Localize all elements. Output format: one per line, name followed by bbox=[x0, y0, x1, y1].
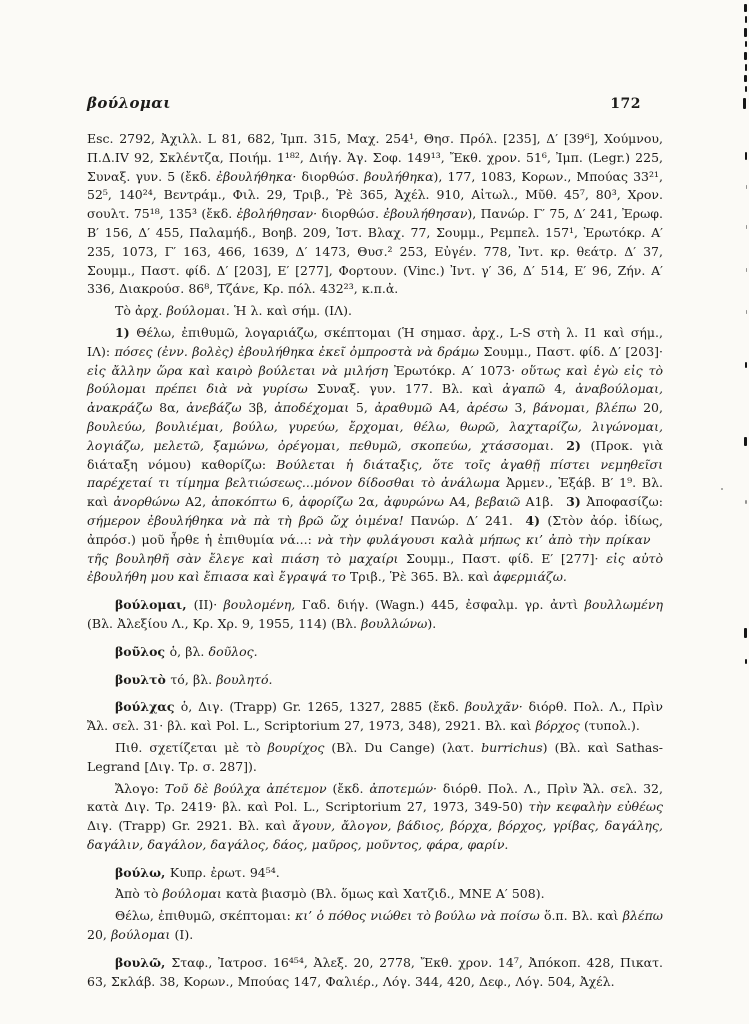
page-number: 172 bbox=[610, 96, 641, 112]
scan-artifact bbox=[744, 4, 747, 12]
note-boulchas-etymology: Πιθ. σχετίζεται μὲ τὸ βουρίχος (Βλ. Du Cange) (λατ. burrichus) (Βλ. καὶ Sathas-Legrand [Διγ. Τρ. σ. 287]). bbox=[87, 739, 663, 774]
scan-artifact bbox=[745, 41, 747, 47]
scan-artifact bbox=[745, 86, 747, 92]
entry-boulomai-2: βούλομαι, (ΙΙ)· βουλομένη, Γαδ. διήγ. (Wagn.) 445, ἐσφαλμ. γρ. ἀντὶ βουλλωμένη (Βλ. Ἀλεξίου Λ., Κρ. Χρ. 9, 1955, 114) (Βλ. βουλλώνω). bbox=[87, 597, 663, 631]
running-title: βούλομαι bbox=[87, 94, 171, 112]
scan-artifact bbox=[746, 225, 747, 229]
body-text bbox=[87, 130, 663, 991]
scan-artifact bbox=[745, 362, 747, 368]
entry-boulos: βοῦλος ὁ, βλ. δοῦλος. bbox=[115, 643, 258, 659]
scan-artifact bbox=[746, 185, 747, 189]
entry-boulw: βουλῶ, Σταφ., Ἰατροσ. 16⁴⁵⁴, Ἀλεξ. 20, 2778, Ἔκθ. χρον. 14⁷, Ἀπόκοπ. 428, Πικατ. 63, Σκλάβ. 38, Κορων., Μπούας 147, Φαλιέρ., Λόγ. 344, 420, Δεφ., Λόγ. 504, Ἀχέλ. bbox=[87, 954, 663, 989]
scan-artifact bbox=[721, 488, 723, 490]
entry-boulo: βούλω, Κυπρ. ἐρωτ. 94⁵⁴. bbox=[115, 864, 280, 880]
scan-artifact bbox=[744, 628, 747, 638]
note-boulo-meaning: Θέλω, ἐπιθυμῶ, σκέπτομαι: κι’ ὁ πόθος νιώθει τὸ βούλω νὰ ποίσω ὅ.π. Βλ. καὶ βλέπω 20, βούλομαι (Ι). bbox=[87, 908, 663, 943]
scan-artifact bbox=[743, 98, 746, 109]
note-boulo-etymology: Ἀπὸ τὸ βούλομαι κατὰ βιασμὸ (Βλ. ὅμως καὶ Χατζιδ., ΜΝΕ Α′ 508). bbox=[115, 886, 545, 902]
continuation-citations-paragraph: Esc. 2792, Ἀχιλλ. L 81, 682, Ἰμπ. 315, Μαχ. 254¹, Θησ. Πρόλ. [235], Δ′ [39⁶], Χούμνου, Π.Δ.IV 92, Σκλέντζα, Ποιήμ. 1¹⁸², Διήγ. Ἁγ. Σοφ. 149¹³, Ἔκθ. χρον. 51⁶, Ἰμπ. (Legr.) 225, Συναξ. γυν. 5 (ἔκδ. ἐβουλήθηκα· διορθώσ. βουλήθηκα), 177, 1083, Κορων., Μπούας 33²¹, 52⁵, 140²⁴, Βεντράμ., Φιλ. 29, Τριβ., Ῥὲ 365, Ἀχέλ. 910, Αἰτωλ., Μῦθ. 45⁷, 80³, Χρον. σουλτ. 75¹⁸, 135³ (ἔκδ. ἐβολήθησαν· διορθώσ. ἐβουλήθησαν), Πανώρ. Γ′ 75, Δ′ 241, Ἐρωφ. Β′ 156, Δ′ 455, Παλαμήδ., Βοηβ. 209, Ἱστ. Βλαχ. 77, Σουμμ., Ρεμπελ. 157¹, Ἐρωτόκρ. Α′ 235, 1073, Γ′ 163, 466, 1639, Δ′ 1473, Θυσ.² 253, Εὐγέν. 778, Ἰντ. κρ. θεάτρ. Δ′ 37, Σουμμ., Παστ. φίδ. Δ′ [203], Ε′ [277], Φορτουν. (Vinc.) Ἰντ. γ′ 36, Δ′ 514, Ε′ 96, Ζήν. Α′ 336, Διακρούσ. 86⁸, Τζάνε, Κρ. πόλ. 432²³, κ.π.ἀ. bbox=[87, 131, 663, 297]
scan-artifact bbox=[745, 500, 747, 504]
senses-paragraph: 1) Θέλω, ἐπιθυμῶ, λογαριάζω, σκέπτομαι (Ἡ σημασ. ἀρχ., L-S στὴ λ. Ι1 καὶ σήμ., ΙΛ): πόσες (ἐνν. βολὲς) ἐβουλήθηκα ἐκεῖ ὀμπροστὰ νὰ δράμω Σουμμ., Παστ. φίδ. Δ′ [203]· εἰς ἄλλην ὥρα καὶ καιρὸ βούλεται νὰ μιλήση Ἐρωτόκρ. Α′ 1073· οὕτως καὶ ἐγὼ εἰς τὸ βούλομαι πρέπει διὰ νὰ γυρίσω Συναξ. γυν. 177. Βλ. καὶ ἀγαπῶ 4, ἀναβούλομαι, ἀνακράζω 8α, ἀνεβάζω 3β, ἀποδέχομαι 5, ἀραθυμῶ Α4, ἀρέσω 3, βάνομαι, βλέπω 20, βουλεύω, βουλιέμαι, βούλω, γυρεύω, ἔρχομαι, θέλω, θωρῶ, λαχταρίζω, λιγώνομαι, λογιάζω, μελετῶ, ξαμώνω, ὀρέγομαι, πεθυμῶ, σκοπεύω, χτάσσομαι. 2) (Προκ. γιὰ διάταξη νόμου) καθορίζω: Βούλεται ἡ διάταξις, ὅτε τοῖς ἀγαθῇ πίστει νεμηθεῖσι παρέχεταί τι τίμημα βελτιώσεως...μόνον δίδοσθαι τὸ ἀνάλωμα Ἀρμεν., Ἑξάβ. Β′ 1⁹. Βλ. καὶ ἀνορθώνω Α2, ἀποκόπτω 6, ἀφορίζω 2α, ἀφυρώνω Α4, βεβαιῶ Α1β. 3) Ἀποφασίζω: σήμερον ἐβουλήθηκα νὰ πὰ τὴ βρῶ ὤχ ὀιμένα! Πανώρ. Δ′ 241. 4) (Στὸν ἀόρ. ἰδίως, ἀπρόσ.) μοῦ ἦρθε ἡ ἐπιθυμία νά...: νὰ τὴν φυλάγουσι καλὰ μήπως κι’ ἀπὸ τὴν πρίκαν τῆς βουληθῆ σὰν ἔλεγε καὶ πιάση τὸ μαχαίρι Σουμμ., Παστ. φίδ. Ε′ [277]· εἰς αὐτὸ ἐβουλήθη μου καὶ ἔπιασα καὶ ἔγραψά το Τριβ., Ῥὲ 365. Βλ. καὶ ἀφερμιάζω. bbox=[87, 324, 664, 585]
scan-artifact bbox=[744, 28, 747, 37]
scan-artifact bbox=[745, 64, 747, 71]
etymology-note-paragraph: Τὸ ἀρχ. βούλομαι. Ἡ λ. καὶ σήμ. (ΙΛ). bbox=[115, 303, 352, 319]
entry-boulto: βουλτὸ τό, βλ. βουλητό. bbox=[115, 671, 273, 687]
entry-boulchas: βούλχας ὁ, Διγ. (Trapp) Gr. 1265, 1327, 2885 (ἔκδ. βουλχᾶν· διόρθ. Πολ. Λ., Πρὶν Ἄλ. σελ. 31· βλ. καὶ Pol. L., Scriptorium 27, 1973, 348), 2921. Βλ. καὶ βόρχος (τυπολ.). bbox=[87, 699, 663, 734]
scan-artifact bbox=[745, 16, 747, 23]
scan-artifact bbox=[746, 268, 747, 272]
note-boulchas-meaning: Ἄλογο: Τοῦ δὲ βούλχα ἀπέτεμον (ἔκδ. ἀποτεμών· διόρθ. Πολ. Λ., Πρὶν Ἄλ. σελ. 32, κατὰ Διγ. Τρ. 2419· βλ. καὶ Pol. L., Scriptorium 27, 1973, 349-50) τὴν κεφαλὴν εὐθέως Διγ. (Trapp) Gr. 2921. Βλ. καὶ ἄγουν, ἄλογον, βάδιος, βόρχα, βόρχος, γρίβας, δαγάλης, δαγάλιν, δαγάλον, δαγάλος, δάος, μαῦρος, μοῦντος, φάρα, φαρίν. bbox=[87, 780, 663, 852]
page-header bbox=[87, 94, 663, 112]
scan-artifact bbox=[745, 659, 747, 664]
scan-artifact bbox=[744, 437, 747, 446]
scan-artifact bbox=[744, 52, 747, 60]
scan-artifact bbox=[745, 152, 747, 160]
scan-artifact bbox=[744, 75, 747, 82]
scan-artifact bbox=[746, 310, 747, 314]
